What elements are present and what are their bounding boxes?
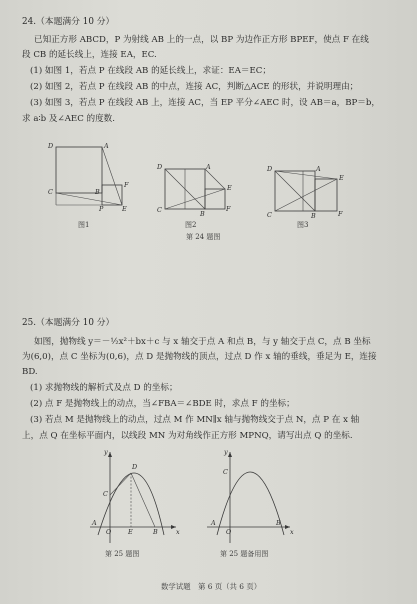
fig25-label-E: E — [128, 528, 133, 536]
q25-figure-caption: 第 25 题图 — [105, 550, 140, 558]
fig3-caption: 图3 — [297, 221, 309, 229]
spare-label-B: B — [276, 519, 281, 527]
q25-item3: (3) 若点 M 是抛物线上的动点，过点 M 作 MN∥x 轴与抛物线交于点 N，点 P 在 x 轴 — [30, 415, 360, 425]
fig25-label-D: D — [132, 463, 138, 471]
q25-item3b: 上，点 Q 在坐标平面内，以线段 MN 为对角线作正方形 MPNQ，请写出点 Q 的坐标. — [22, 431, 353, 441]
fig3-label-A: A — [316, 165, 321, 173]
fig1-label-P: P — [99, 205, 104, 213]
fig2-label-F: F — [226, 205, 231, 213]
q25-line2: 为(6,0)，点 C 坐标为(0,6)，点 D 是抛物线的顶点，过点 D 作 x 轴的垂线，垂足为 E，连接 — [22, 352, 377, 362]
spare-label-O: O — [226, 528, 232, 536]
q24-item3: (3) 如图 3，若点 P 在线段 AB 上，连接 AC，当 EP 平分∠AEC 时，设 AB＝a，BP＝b， — [30, 98, 380, 108]
q25-item2: (2) 点 F 是抛物线上的动点，当∠FBA＝∠BDE 时，求点 F 的坐标； — [30, 399, 295, 409]
fig2-label-E: E — [227, 184, 232, 192]
q25-heading: 25.（本题满分 10 分） — [22, 318, 115, 328]
fig25-label-B: B — [153, 528, 158, 536]
fig2-label-D: D — [157, 163, 163, 171]
fig25-label-O: O — [106, 528, 112, 536]
q24-item2: (2) 如图 2，若点 P 在线段 AB 的中点，连接 AC，判断△ACE 的形状，并说明理由； — [30, 82, 359, 92]
q24-line2: 段 CB 的延长线上，连接 EA，EC. — [22, 50, 157, 60]
q25-spare-figure — [207, 452, 290, 543]
q25-line3: BD. — [22, 367, 38, 377]
page-footer: 数学试题 第 6 页（共 6 页） — [161, 582, 262, 591]
q24-figure-caption: 第 24 题图 — [186, 233, 221, 241]
fig25-label-x: x — [176, 528, 180, 536]
fig1-label-C: C — [48, 188, 53, 196]
fig25-label-y: y — [104, 448, 108, 456]
fig1-label-F: F — [124, 181, 129, 189]
q24-heading: 24.（本题满分 10 分） — [22, 17, 115, 27]
fig1-caption: 图1 — [78, 221, 90, 229]
fig1-label-A: A — [104, 142, 109, 150]
q25-item1: (1) 求抛物线的解析式及点 D 的坐标； — [30, 383, 178, 393]
fig2-label-A: A — [206, 163, 211, 171]
spare-label-y: y — [224, 448, 228, 456]
fig25-label-C: C — [103, 490, 108, 498]
q24-line1: 已知正方形 ABCD，P 为射线 AB 上的一点，以 BP 为边作正方形 BPEF，使点 F 在线 — [34, 35, 369, 45]
q24-item3b: 求 a∶b 及∠AEC 的度数. — [22, 114, 116, 124]
fig2-label-C: C — [157, 206, 162, 214]
spare-label-A: A — [211, 519, 216, 527]
q25-line1: 如图，抛物线 y＝－½x²＋bx＋c 与 x 轴交于点 A 和点 B，与 y 轴交于点 C，点 B 坐标 — [34, 337, 371, 347]
fig3-label-C: C — [267, 211, 272, 219]
q24-item1: (1) 如图 1，若点 P 在线段 AB 的延长线上，求证：EA＝EC； — [30, 66, 271, 76]
fig3-label-D: D — [267, 165, 273, 173]
fig1-label-D: D — [48, 142, 54, 150]
fig3-label-B: B — [311, 212, 316, 220]
spare-label-C: C — [223, 468, 228, 476]
fig2-label-B: B — [200, 210, 205, 218]
fig3-label-E: E — [339, 174, 344, 182]
fig25-label-A: A — [92, 519, 97, 527]
fig1-label-E: E — [122, 205, 127, 213]
fig2-caption: 图2 — [185, 221, 197, 229]
fig1-label-B: B — [95, 188, 100, 196]
fig3-label-F: F — [338, 210, 343, 218]
spare-label-x: x — [290, 528, 294, 536]
q25-spare-caption: 第 25 题备用图 — [220, 550, 269, 558]
